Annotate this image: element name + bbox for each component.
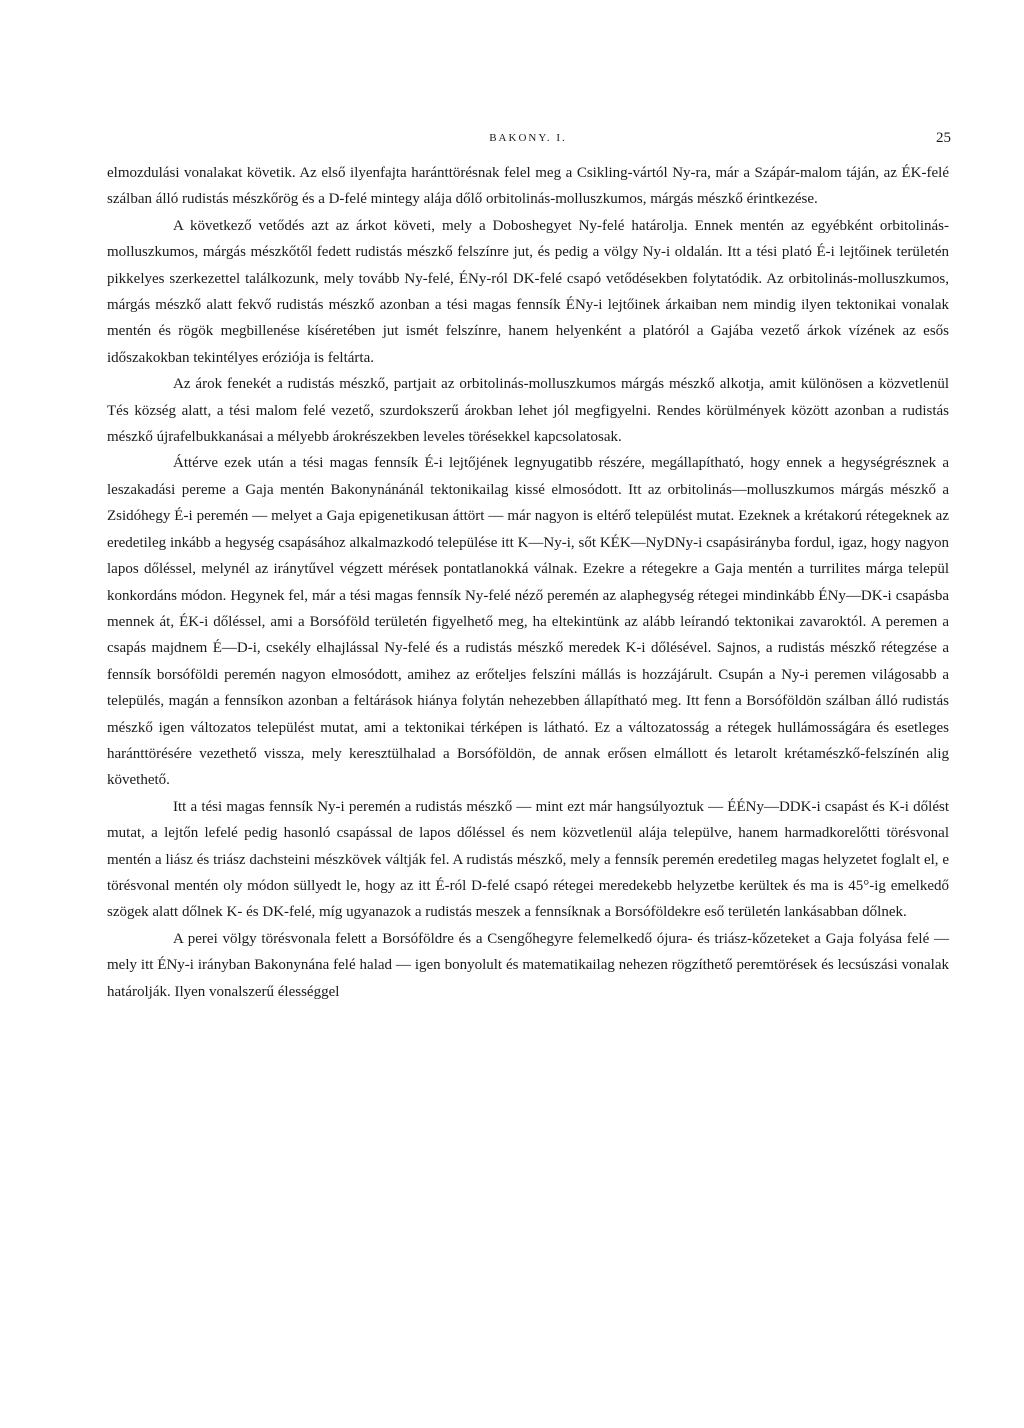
paragraph: A perei völgy törésvonala felett a Borsóföldre és a Csengőhegyre felemelkedő ójura- és triász-kőzeteket a Gaja folyása felé — mely itt ÉNy-i irányban Bakonynána felé halad — igen bonyolult és matematikailag nehezen rögzíthető peremtörések és lecsúszási vonalak határolják. Ilyen vonalszerű élességgel bbox=[107, 930, 949, 1000]
paragraph: Itt a tési magas fennsík Ny-i peremén a rudistás mészkő — mint ezt már hangsúlyoztuk — ÉÉNy—DDK-i csapást és K-i dőlést mutat, a lejtőn lefelé pedig hasonló csapással de lapos dőléssel és nem közvetlenül alája települve, hanem harmadkorelőtti törésvonal mentén a liász és triász dachsteini mészkövek váltják fel. A rudistás mészkő, mely a fennsík peremén eredetileg magas helyzetet foglalt el, e törésvonal mentén oly módon süllyedt le, hogy az itt É-ról D-felé csapó rétegei meredekebb helyzetbe kerültek és ma is 45°-ig emelkedő szögek alatt dőlnek K- és DK-felé, míg ugyanazok a rudistás meszek a fennsíknak a Borsóföldekre eső területén lankásabban dőlnek. bbox=[107, 798, 949, 921]
paragraph: Áttérve ezek után a tési magas fennsík É-i lejtőjének legnyugatibb részére, megállapítható, hogy ennek a hegységrésznek a leszakadási pereme a Gaja mentén Bakonynánánál tektonikailag kissé elmosódott. Itt az orbitolinás—molluszkumos márgás mészkő a Zsidóhegy É-i peremén — melyet a Gaja epigenetikusan áttört — már nagyon is eltérő települést mutat. Ezeknek a krétakorú rétegeknek az eredetileg inkább a hegység csapásához alkalmazkodó települése itt K—Ny-i, sőt KÉK—NyDNy-i csapásirányba fordul, igaz, hogy nagyon lapos dőléssel, melynél az iránytűvel végzett mérések pontatlanokká válnak. Ezekre a rétegekre a Gaja mentén a turrilites márga települ konkordáns módon. Hegynek fel, már a tési magas fennsík Ny-felé néző peremén az alaphegység rétegei mindinkább ÉNy—DK-i csapásba mennek át, ÉK-i dőléssel, ami a Borsóföld területén figyelhető meg, ha eltekintünk az alább leírandó tektonikai zavaroktól. A peremen a csapás majdnem É—D-i, csekély elhajlással Ny-felé és a rudistás mészkő meredek K-i dőlésével. Sajnos, a rudistás mészkő rétegzése a fennsík borsóföldi peremén nagyon elmosódott, amihez az erőteljes felszíni mállás is hozzájárult. Csupán a Ny-i peremen világosabb a település, magán a fennsíkon azonban a feltárások hiánya folytán nehezebben állapítható meg. Itt fenn a Borsóföldön szálban álló rudistás mészkő igen változatos települést mutat, ami a tektonikai térképen is látható. Ez a változatosság a rétegek hullámosságára és esetleges haránttörésére vezethető vissza, mely keresztülhalad a Borsóföldön, de annak erősen elmállott és letarolt krétamészkő-felszínén alig követhető. bbox=[107, 455, 949, 789]
paragraph: A következő vetődés azt az árkot követi, mely a Doboshegyet Ny-felé határolja. Ennek mentén az egyébként orbitolinás-molluszkumos, márgás mészkőtől fedett rudistás mészkő felszínre jut, és pedig a völgy Ny-i oldalán. Itt a tési plató É-i lejtőinek területén pikkelyes szerkezettel találkozunk, mely tovább Ny-felé, ÉNy-ról DK-felé csapó vetődésekben folytatódik. Az orbitolinás-molluszkumos, márgás mészkő alatt fekvő rudistás mészkő azonban a tési magas fennsík ÉNy-i lejtőinek árkaiban nem mindig ilyen tektonikai vonalak mentén és rögök megbillenése kíséretében jut ismét felszínre, hanem helyenként a platóról a Gajába vezető árkok vízének az esős időszakokban tekintélyes eróziója is feltárta. bbox=[107, 217, 949, 366]
paragraph: Az árok fenekét a rudistás mészkő, partjait az orbitolinás-molluszkumos márgás mészkő alkotja, amit különösen a közvetlenül Tés község alatt, a tési malom felé vezető, szurdokszerű árokban lehet jól megfigyelni. Rendes körülmények között azonban a rudistás mészkő újrafelbukkanásai a mélyebb árokrészekben leveles törésekkel kapcsolatosak. bbox=[107, 376, 949, 446]
paragraph: elmozdulási vonalakat követik. Az első ilyenfajta haránttörésnak felel meg a Csikling-vártól Ny-ra, már a Szápár-malom táján, az ÉK-felé szálban álló rudistás mészkőrög és a D-felé mintegy alája dőlő orbitolinás-molluszkumos, márgás mészkő érintkezése. bbox=[107, 165, 949, 208]
page-header bbox=[107, 130, 949, 160]
body-text bbox=[107, 160, 949, 1005]
running-head: BAKONY. I. bbox=[489, 132, 567, 144]
page-number: 25 bbox=[936, 130, 951, 146]
page bbox=[107, 130, 949, 1005]
